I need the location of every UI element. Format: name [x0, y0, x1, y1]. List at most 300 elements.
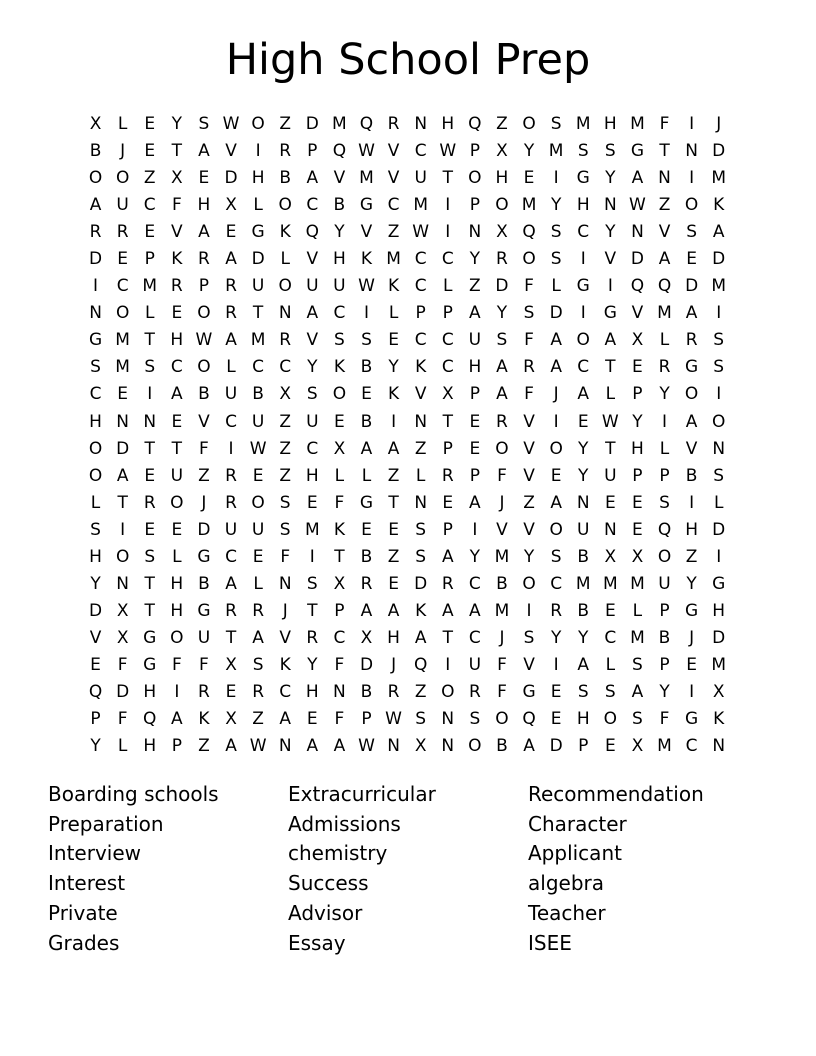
grid-letter: A [387, 600, 400, 621]
grid-letter: Q [522, 222, 536, 243]
grid-letter: S [361, 330, 372, 351]
grid-letter: R [685, 330, 698, 351]
grid-letter: F [334, 492, 345, 513]
grid-letter: S [604, 682, 616, 702]
grid-letter: C [333, 627, 346, 648]
grid-letter: S [144, 357, 156, 378]
grid-letter: V [523, 654, 535, 675]
grid-letter: T [225, 627, 237, 648]
grid-letter: C [685, 736, 698, 757]
grid-letter: V [631, 303, 644, 324]
grid-letter: U [116, 195, 129, 216]
grid-letter: O [278, 195, 292, 216]
grid-letter: O [115, 303, 130, 324]
grid-letter: R [225, 465, 237, 486]
grid-letter: N [468, 222, 482, 243]
grid-letter: S [306, 573, 318, 594]
grid-letter: A [116, 465, 129, 486]
grid-letter: E [306, 492, 318, 513]
grid-letter: U [468, 654, 482, 675]
grid-letter: I [526, 600, 532, 621]
grid-letter: N [658, 168, 671, 189]
grid-letter: F [659, 709, 670, 730]
grid-letter: D [549, 736, 563, 757]
grid-letter: L [117, 114, 128, 135]
grid-letter: X [225, 195, 237, 216]
grid-letter: R [225, 303, 237, 324]
grid-letter: A [550, 492, 562, 513]
grid-letter: G [359, 492, 374, 513]
grid-letter: W [249, 438, 267, 459]
grid-letter: F [334, 654, 345, 675]
grid-letter: W [358, 141, 375, 162]
grid-letter: P [307, 141, 318, 162]
grid-letter: S [523, 303, 535, 324]
grid-letter: N [441, 709, 455, 730]
grid-letter: C [441, 249, 454, 270]
grid-letter: R [658, 357, 671, 378]
grid-letter: Y [307, 654, 318, 675]
grid-letter: E [632, 519, 643, 540]
grid-letter: I [716, 303, 722, 324]
grid-letter: E [388, 573, 399, 594]
grid-letter: H [603, 114, 617, 135]
grid-letter: B [577, 546, 590, 567]
grid-letter: W [222, 114, 240, 135]
grid-letter: M [711, 654, 727, 675]
grid-letter: O [522, 114, 536, 135]
grid-letter: B [360, 682, 373, 702]
grid-letter: A [631, 682, 644, 702]
grid-letter: Z [414, 682, 427, 702]
grid-letter: K [279, 222, 291, 243]
grid-letter: G [251, 222, 265, 243]
grid-letter: C [143, 195, 156, 216]
grid-letter: P [469, 384, 480, 405]
grid-letter: E [144, 114, 156, 135]
grid-letter: C [225, 411, 237, 432]
grid-letter: V [387, 141, 400, 162]
grid-letter: W [385, 709, 402, 730]
grid-letter: R [170, 276, 183, 297]
grid-letter: O [88, 465, 103, 486]
grid-letter: P [659, 654, 670, 675]
grid-letter: I [309, 546, 315, 567]
grid-letter: E [604, 600, 616, 621]
grid-letter: O [495, 709, 509, 730]
grid-letter: N [712, 438, 726, 459]
grid-letter: B [89, 141, 102, 162]
grid-letter: D [89, 249, 103, 270]
grid-letter: M [521, 195, 537, 216]
grid-letter: P [469, 141, 480, 162]
grid-letter: X [333, 573, 346, 594]
grid-letter: O [170, 492, 184, 513]
grid-letter: T [144, 600, 155, 621]
grid-letter: D [414, 573, 428, 594]
grid-letter: M [115, 330, 130, 351]
grid-letter: D [359, 654, 374, 675]
grid-letter: R [496, 249, 508, 270]
grid-letter: J [716, 114, 722, 135]
grid-letter: N [387, 736, 400, 757]
grid-letter: X [333, 438, 346, 459]
grid-letter: H [685, 519, 698, 540]
grid-letter: H [89, 411, 102, 432]
grid-letter: Z [387, 222, 400, 243]
grid-letter: G [630, 141, 645, 162]
grid-letter: I [553, 168, 559, 189]
grid-letter: M [575, 573, 591, 594]
grid-letter: P [334, 600, 345, 621]
grid-letter: J [689, 627, 695, 648]
grid-letter: D [197, 519, 211, 540]
grid-letter: N [576, 492, 590, 513]
grid-letter: G [685, 600, 699, 621]
grid-letter: T [252, 303, 264, 324]
grid-letter: Q [359, 114, 374, 135]
grid-letter: K [279, 654, 291, 675]
grid-letter: I [445, 222, 451, 243]
grid-letter: F [524, 384, 534, 405]
grid-letter: O [468, 736, 482, 757]
grid-letter: C [387, 195, 400, 216]
grid-letter: X [441, 384, 454, 405]
grid-letter: Q [413, 654, 428, 675]
grid-letter: A [171, 709, 183, 730]
grid-letter: T [334, 546, 345, 567]
grid-letter: E [632, 492, 643, 513]
grid-letter: C [441, 357, 454, 378]
grid-letter: N [603, 519, 617, 540]
grid-letter: S [415, 519, 427, 540]
grid-letter: D [549, 303, 563, 324]
grid-letter: C [577, 357, 590, 378]
grid-letter: M [548, 141, 564, 162]
grid-letter: F [199, 654, 209, 675]
grid-letter: R [387, 682, 400, 702]
grid-letter: M [630, 114, 645, 135]
grid-letter: C [279, 682, 292, 702]
grid-letter: N [685, 141, 698, 162]
grid-letter: K [333, 519, 345, 540]
grid-letter: V [171, 222, 183, 243]
grid-letter: T [171, 438, 183, 459]
grid-letter: D [116, 682, 130, 702]
grid-letter: V [198, 411, 210, 432]
grid-letter: G [685, 357, 699, 378]
grid-letter: G [359, 195, 374, 216]
grid-letter: Y [550, 627, 562, 648]
word-list-item: Private [48, 900, 118, 925]
grid-letter: M [657, 736, 672, 757]
grid-letter: W [629, 195, 646, 216]
grid-letter: U [658, 573, 671, 594]
grid-letter: M [250, 330, 266, 351]
grid-letter: H [332, 249, 346, 270]
grid-letter: Y [686, 573, 697, 594]
grid-letter: U [224, 519, 238, 540]
word-list-item: Interview [48, 841, 141, 866]
grid-letter: A [89, 195, 102, 216]
grid-letter: P [659, 465, 670, 486]
grid-letter: O [684, 384, 699, 405]
grid-letter: V [225, 141, 237, 162]
grid-letter: A [171, 384, 183, 405]
grid-letter: I [120, 519, 126, 540]
grid-letter: A [469, 492, 481, 513]
grid-letter: E [171, 411, 183, 432]
grid-letter: X [631, 546, 644, 567]
grid-letter: O [684, 195, 699, 216]
grid-letter: F [117, 654, 128, 675]
grid-letter: I [445, 654, 451, 675]
grid-letter: E [171, 519, 183, 540]
grid-letter: F [524, 330, 534, 351]
grid-letter: Z [387, 546, 400, 567]
grid-letter: S [713, 330, 725, 351]
grid-letter: F [199, 438, 209, 459]
grid-letter: L [172, 546, 182, 567]
grid-letter: G [576, 276, 590, 297]
grid-letter: A [306, 303, 319, 324]
grid-letter: A [604, 330, 617, 351]
grid-letter: M [711, 168, 727, 189]
grid-letter: S [415, 709, 427, 730]
grid-letter: O [522, 573, 536, 594]
grid-letter: A [469, 600, 481, 621]
grid-letter: P [90, 709, 101, 730]
grid-letter: C [604, 627, 617, 648]
grid-letter: E [144, 222, 156, 243]
grid-letter: R [279, 330, 292, 351]
word-list-item: algebra [528, 871, 604, 896]
grid-letter: E [632, 357, 643, 378]
grid-letter: N [414, 114, 428, 135]
grid-letter: P [659, 600, 670, 621]
grid-letter: Y [90, 573, 101, 594]
grid-letter: R [252, 682, 265, 702]
grid-letter: Q [332, 141, 347, 162]
grid-letter: V [685, 438, 698, 459]
grid-letter: I [689, 682, 695, 702]
grid-letter: T [605, 438, 616, 459]
grid-letter: K [415, 357, 427, 378]
grid-letter: B [279, 168, 292, 189]
grid-letter: S [252, 654, 264, 675]
grid-letter: E [442, 492, 454, 513]
grid-letter: M [359, 168, 374, 189]
grid-letter: I [228, 438, 234, 459]
grid-letter: V [523, 465, 535, 486]
grid-letter: H [143, 736, 157, 757]
grid-letter: A [252, 627, 264, 648]
grid-letter: A [496, 357, 508, 378]
grid-letter: H [576, 709, 590, 730]
word-list-item: Advisor [288, 900, 363, 925]
grid-letter: A [577, 384, 590, 405]
grid-letter: Q [88, 682, 103, 702]
grid-letter: E [252, 546, 264, 567]
grid-letter: Z [496, 114, 508, 135]
grid-letter: G [143, 654, 157, 675]
grid-letter: E [198, 168, 210, 189]
grid-letter: G [197, 546, 211, 567]
grid-letter: O [197, 303, 211, 324]
grid-letter: S [469, 709, 481, 730]
grid-letter: B [685, 465, 698, 486]
word-list-item: chemistry [288, 841, 388, 866]
grid-letter: I [662, 411, 668, 432]
grid-letter: W [358, 276, 375, 297]
grid-letter: O [576, 330, 590, 351]
grid-letter: L [253, 195, 263, 216]
grid-letter: E [252, 465, 264, 486]
word-list-item: Recommendation [528, 782, 704, 806]
grid-letter: F [497, 654, 507, 675]
grid-letter: E [144, 519, 156, 540]
grid-letter: V [604, 249, 617, 270]
grid-letter: Z [523, 492, 535, 513]
grid-letter: L [90, 492, 101, 513]
grid-letter: H [305, 682, 319, 702]
grid-letter: Z [279, 114, 292, 135]
grid-letter: L [388, 303, 399, 324]
grid-letter: S [550, 546, 562, 567]
grid-letter: V [523, 411, 535, 432]
grid-letter: U [468, 330, 482, 351]
grid-letter: O [495, 195, 509, 216]
grid-letter: E [334, 411, 345, 432]
grid-letter: R [441, 465, 454, 486]
grid-letter: A [387, 438, 400, 459]
grid-letter: I [580, 303, 586, 324]
grid-letter: Q [522, 709, 536, 730]
grid-letter: A [469, 303, 481, 324]
grid-letter: X [116, 600, 129, 621]
grid-letter: G [197, 600, 211, 621]
grid-letter: Z [198, 465, 210, 486]
grid-letter: A [360, 438, 373, 459]
grid-letter: B [360, 546, 373, 567]
grid-letter: N [89, 303, 102, 324]
grid-letter: T [144, 573, 155, 594]
grid-letter: D [712, 249, 726, 270]
grid-letter: Z [279, 438, 292, 459]
grid-letter: E [686, 654, 697, 675]
grid-letter: W [358, 736, 375, 757]
word-list-item: ISEE [528, 930, 572, 955]
grid-letter: I [363, 303, 369, 324]
grid-letter: K [388, 276, 400, 297]
grid-letter: G [712, 573, 726, 594]
grid-letter: Z [469, 276, 481, 297]
grid-letter: A [333, 736, 346, 757]
grid-letter: C [170, 357, 183, 378]
grid-letter: E [90, 654, 101, 675]
grid-letter: F [524, 276, 534, 297]
grid-letter: A [306, 168, 319, 189]
letter-grid [82, 111, 732, 760]
grid-letter: V [387, 168, 400, 189]
grid-letter: X [712, 682, 725, 702]
grid-letter: U [251, 411, 265, 432]
grid-letter: J [553, 384, 559, 405]
grid-letter: L [361, 465, 372, 486]
grid-letter: D [630, 249, 644, 270]
grid-letter: O [88, 438, 103, 459]
grid-letter: Q [657, 276, 672, 297]
grid-letter: Y [659, 384, 670, 405]
grid-letter: N [631, 222, 644, 243]
grid-letter: O [441, 682, 455, 702]
grid-letter: I [553, 654, 559, 675]
grid-letter: A [198, 141, 210, 162]
grid-letter: P [442, 303, 453, 324]
grid-letter: N [603, 195, 617, 216]
grid-letter: E [577, 411, 589, 432]
grid-letter: Z [252, 709, 264, 730]
grid-letter: E [388, 330, 399, 351]
grid-letter: X [631, 330, 644, 351]
grid-letter: S [523, 627, 535, 648]
grid-letter: B [496, 573, 508, 594]
grid-letter: K [360, 249, 373, 270]
grid-letter: I [607, 276, 613, 297]
grid-letter: Y [550, 195, 562, 216]
grid-letter: Y [334, 222, 345, 243]
grid-letter: C [441, 330, 454, 351]
grid-letter: L [334, 465, 345, 486]
grid-letter: E [144, 465, 156, 486]
word-list-item: Preparation [48, 811, 164, 836]
grid-letter: G [143, 627, 157, 648]
grid-letter: S [577, 141, 589, 162]
grid-letter: G [88, 330, 103, 351]
word-list-column [48, 780, 288, 958]
grid-letter: D [712, 627, 726, 648]
grid-letter: S [713, 357, 725, 378]
grid-letter: O [332, 384, 347, 405]
word-list-item: Essay [288, 930, 346, 955]
grid-letter: B [360, 357, 373, 378]
grid-letter: N [143, 411, 157, 432]
grid-letter: O [522, 249, 536, 270]
grid-letter: T [442, 411, 453, 432]
grid-letter: D [224, 168, 238, 189]
grid-letter: I [391, 411, 397, 432]
grid-letter: K [713, 709, 725, 730]
grid-letter: M [304, 519, 320, 540]
grid-letter: H [143, 682, 157, 702]
word-list-item: Extracurricular [288, 782, 436, 806]
grid-letter: I [580, 249, 586, 270]
grid-letter: T [117, 492, 128, 513]
grid-letter: A [441, 600, 454, 621]
grid-letter: T [171, 141, 183, 162]
grid-letter: A [198, 222, 210, 243]
grid-letter: S [496, 330, 508, 351]
grid-letter: G [576, 168, 590, 189]
grid-letter: D [89, 600, 103, 621]
grid-letter: A [658, 249, 671, 270]
grid-letter: A [414, 627, 427, 648]
grid-letter: S [279, 492, 291, 513]
grid-letter: A [685, 303, 698, 324]
grid-letter: I [689, 114, 695, 135]
grid-letter: O [603, 709, 618, 730]
grid-letter: U [414, 168, 427, 189]
